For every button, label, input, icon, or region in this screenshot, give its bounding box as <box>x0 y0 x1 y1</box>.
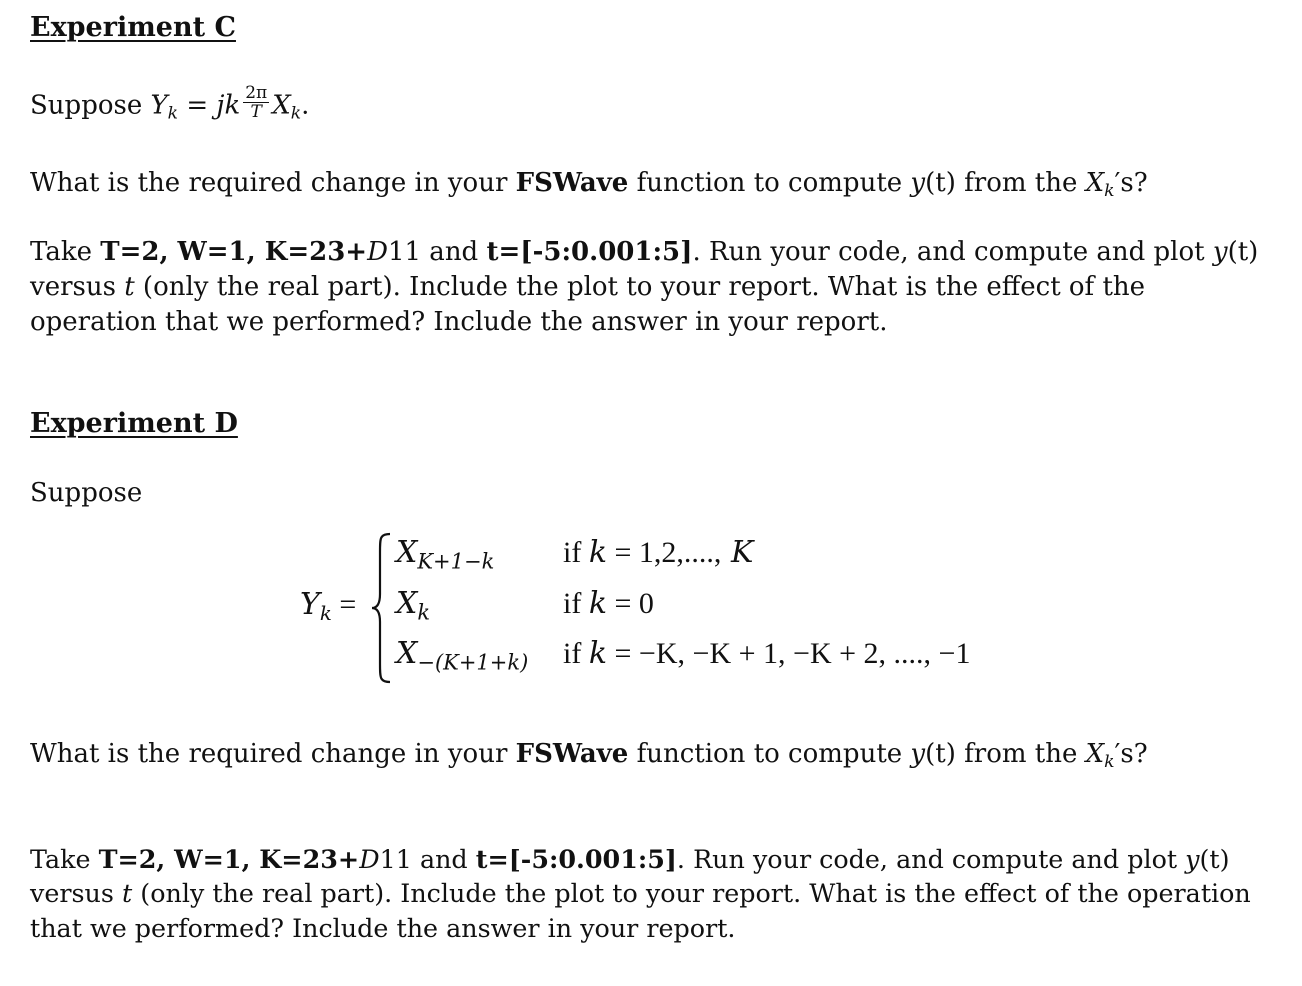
fraction-numerator: 2π <box>245 83 268 103</box>
and-text: and <box>421 237 487 267</box>
question-text: What is the required change in your <box>30 168 516 198</box>
y-symbol: y <box>1185 844 1200 874</box>
question-text: function to compute <box>628 739 911 769</box>
x-sub: −(K+1+k) <box>417 650 529 675</box>
eleven: 11 <box>379 844 412 874</box>
d-symbol: D <box>367 237 388 267</box>
x-symbol: X <box>1085 739 1105 769</box>
t-arg: (t) <box>925 739 956 769</box>
experiment-c-take-line3: operation that we performed? Include the answer in your report. <box>30 307 888 337</box>
experiment-c-take-line1 <box>30 235 1258 270</box>
question-text: function to compute <box>628 168 911 198</box>
k-symbol: k <box>588 586 608 621</box>
y-sub: k <box>319 601 332 625</box>
t-symbol: t <box>122 878 133 908</box>
eq-lhs-sub: k <box>167 103 179 124</box>
k-symbol: k <box>588 636 608 671</box>
piecewise-lhs <box>300 587 357 625</box>
t-range-bold: t=[-5:0.001:5] <box>475 844 677 874</box>
eleven: 11 <box>387 237 422 267</box>
eq-rhs: X <box>272 90 291 121</box>
x-symbol: X <box>396 636 418 671</box>
d-symbol: D <box>359 844 380 874</box>
params-bold: T=2, W=1, K=23+ <box>98 844 360 874</box>
k-symbol: k <box>588 535 608 570</box>
x-symbol: X <box>1085 168 1105 198</box>
suppose-text: Suppose <box>30 90 151 121</box>
and-text: and <box>411 844 476 874</box>
case-1-expr <box>396 535 495 574</box>
equals: = <box>331 588 357 621</box>
case-1-condition <box>563 535 753 570</box>
y-symbol: y <box>910 739 926 769</box>
x-symbol: X <box>396 586 418 621</box>
case-3-expr <box>396 636 529 675</box>
line-text: (only the real part). Include the plot to your report. What is the effect of the operation <box>132 878 1251 908</box>
fraction-2pi-over-t <box>243 84 269 121</box>
cond-text: = −K, −K + 1, −K + 2, ...., −1 <box>607 637 971 670</box>
eq-equals: = jk <box>178 90 241 121</box>
question-end: ′s? <box>1114 739 1148 769</box>
x-sub: k <box>1104 752 1115 773</box>
take-text: Take <box>30 844 99 874</box>
case-2-condition <box>563 586 654 621</box>
case-3-condition <box>563 636 970 671</box>
experiment-d-question <box>30 737 1148 772</box>
line-text: (only the real part). Include the plot to your report. What is the effect of the <box>134 272 1146 302</box>
x-sub: K+1−k <box>417 549 495 574</box>
cond-text: = 0 <box>607 587 654 620</box>
take-text: . Run your code, and compute and plot <box>692 237 1213 267</box>
x-sub: k <box>1104 181 1115 202</box>
K-symbol: K <box>721 535 754 570</box>
experiment-d-heading: Experiment D <box>30 408 238 439</box>
versus-text: versus <box>30 272 125 302</box>
t-range-bold: t=[-5:0.001:5] <box>486 237 693 267</box>
experiment-c-question <box>30 166 1148 201</box>
y-symbol: Y <box>300 587 320 622</box>
if-text: if <box>563 536 589 569</box>
fswave-bold: FSWave <box>515 168 629 198</box>
t-arg: (t) <box>1227 237 1259 267</box>
take-text: Take <box>30 237 101 267</box>
x-symbol: X <box>396 535 418 570</box>
fswave-bold: FSWave <box>515 739 629 769</box>
left-brace-icon <box>370 532 392 684</box>
eq-end: . <box>301 90 310 121</box>
experiment-d-take-line1 <box>30 842 1230 877</box>
x-sub: k <box>417 600 431 625</box>
question-text: from the <box>955 168 1086 198</box>
t-arg: (t) <box>1199 844 1230 874</box>
eq-rhs-sub: k <box>290 103 302 124</box>
take-text: . Run your code, and compute and plot <box>676 844 1186 874</box>
experiment-c-suppose-line <box>30 83 310 125</box>
eq-lhs: Y <box>150 90 168 121</box>
fraction-denominator: T <box>243 102 269 121</box>
experiment-d-take-line3: that we performed? Include the answer in your report. <box>30 913 736 943</box>
t-arg: (t) <box>925 168 956 198</box>
params-bold: T=2, W=1, K=23+ <box>100 237 368 267</box>
y-symbol: y <box>910 168 926 198</box>
question-text: What is the required change in your <box>30 739 516 769</box>
cond-text: = 1,2,...., <box>607 536 722 569</box>
if-text: if <box>563 637 589 670</box>
experiment-c-heading: Experiment C <box>30 12 236 43</box>
experiment-c-take-line2 <box>30 270 1145 305</box>
if-text: if <box>563 587 589 620</box>
versus-text: versus <box>30 878 122 908</box>
question-text: from the <box>955 739 1086 769</box>
t-symbol: t <box>124 272 135 302</box>
case-2-expr <box>396 586 431 625</box>
y-symbol: y <box>1212 237 1228 267</box>
question-end: ′s? <box>1114 168 1148 198</box>
experiment-d-take-line2 <box>30 876 1251 911</box>
experiment-d-suppose: Suppose <box>30 478 143 508</box>
